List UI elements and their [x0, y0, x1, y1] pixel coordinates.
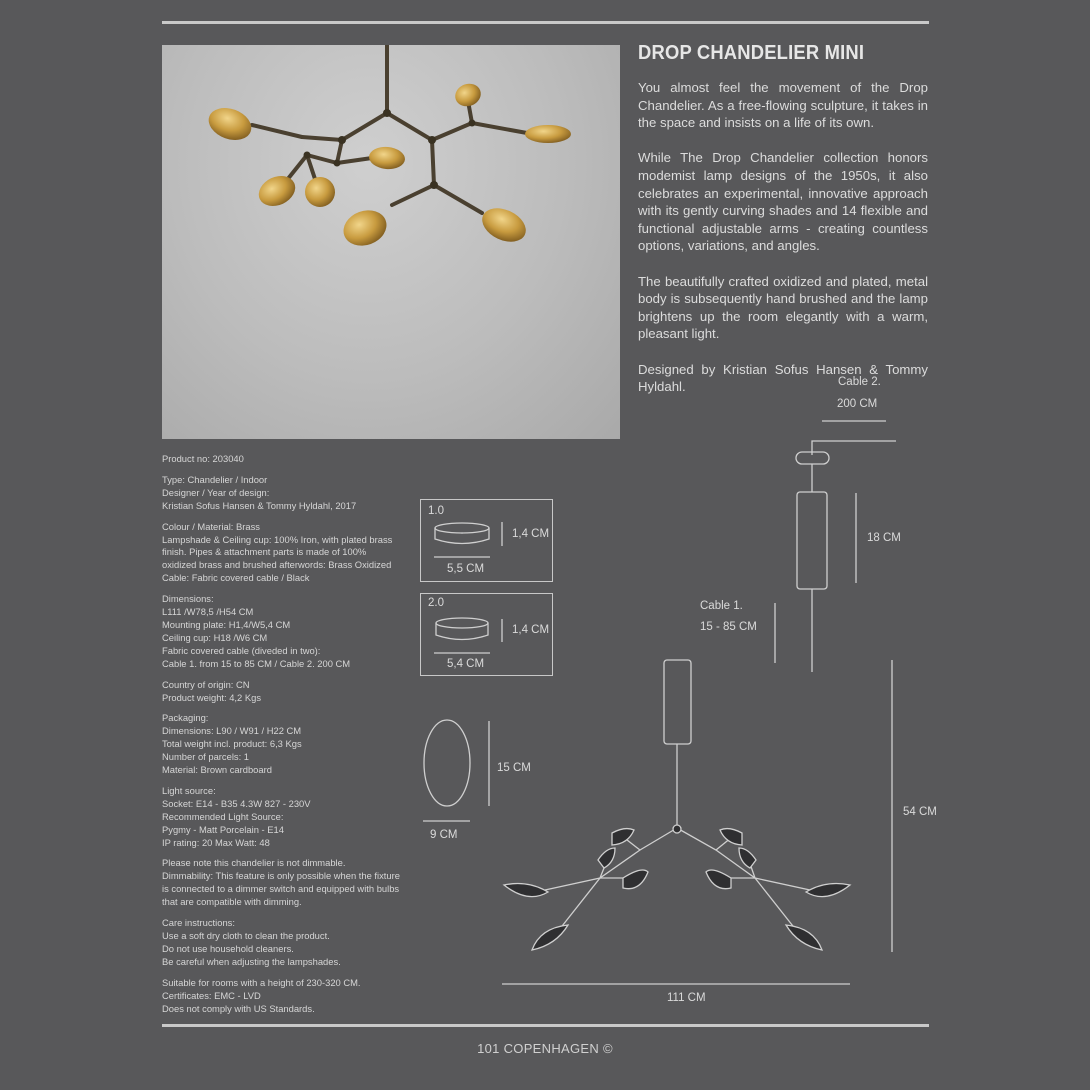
spec-line: Dimmability: This feature is only possible when the fixture is connected to a dimmer switch and equipped with bulbs that are compatible with dimming. — [162, 870, 400, 908]
spec-line: Cable 1. from 15 to 85 CM / Cable 2. 200 CM — [162, 657, 351, 669]
description-paragraph: The beautifully crafted oxidized and plated, metal body is subsequently hand brushed and the lamp brightens up the room elegantly with a warm, pleasant light. — [638, 273, 928, 342]
spec-line: Use a soft dry cloth to clean the product. — [162, 930, 330, 941]
total-height: 54 CM — [903, 806, 937, 818]
plate-1-width: 5,5 CM — [447, 563, 485, 575]
brand-footer: 101 COPENHAGEN © — [477, 1041, 613, 1056]
spec-line: Does not comply with US Standards. — [162, 1002, 315, 1014]
spec-line: Pygmy - Matt Porcelain - E14 — [162, 823, 284, 835]
cable-1-label: Cable 1. — [700, 600, 743, 612]
spec-line: IP rating: 20 Max Watt: 48 — [162, 836, 270, 848]
spec-line: Colour / Material: Brass — [162, 520, 260, 532]
spec-line: Socket: E14 - B35 4.3W 827 - 230V — [162, 797, 311, 809]
spec-line: Please note this chandelier is not dimmable. — [162, 857, 346, 869]
product-title: DROP CHANDELIER MINI — [638, 42, 865, 64]
bottom-divider — [162, 1024, 929, 1027]
spec-line: Suitable for rooms with a height of 230-320 CM. — [162, 976, 361, 988]
spec-line: Certificates: EMC - LVD — [162, 989, 261, 1001]
plate-2-label: 2.0 — [428, 597, 444, 609]
product-photo — [162, 45, 620, 439]
total-width: 111 CM — [667, 992, 706, 1004]
spec-line: L111 /W78,5 /H54 CM — [162, 606, 254, 618]
spec-line: Type: Chandelier / Indoor — [162, 473, 268, 485]
plate-2-width: 5,4 CM — [447, 658, 485, 670]
shade-height: 15 CM — [497, 762, 531, 774]
cable-1-length: 15 - 85 CM — [700, 621, 757, 633]
spec-line: Ceiling cup: H18 /W6 CM — [162, 631, 268, 643]
spec-line: Dimensions: — [162, 593, 214, 605]
spec-line: Material: Brown cardboard — [162, 764, 272, 776]
spec-line: Cable: Fabric covered cable / Black — [162, 572, 310, 584]
description-paragraph: Designed by Kristian Sofus Hansen & Tommy Hyldahl. — [638, 361, 928, 395]
spec-line: Number of parcels: 1 — [162, 751, 250, 763]
plate-1-height: 1,4 CM — [512, 528, 550, 540]
spec-line: Packaging: — [162, 712, 209, 724]
cable-2-length: 200 CM — [837, 398, 878, 410]
plate-1-label: 1.0 — [428, 505, 444, 517]
spec-line: Light source: — [162, 784, 216, 796]
spec-line: Designer / Year of design: — [162, 486, 270, 498]
ceiling-cup-height: 18 CM — [867, 532, 901, 544]
cable-2-label: Cable 2. — [838, 376, 881, 388]
spec-line: Lampshade & Ceiling cup: 100% Iron, with plated brass finish. Pipes & attachment parts is made of 100% oxidized brass and brushed afterwords: Brass Oxidized — [162, 533, 393, 571]
spec-line: Recommended Light Source: — [162, 810, 284, 822]
spec-line: Product weight: 4,2 Kgs — [162, 691, 262, 703]
spec-line: Do not use household cleaners. — [162, 942, 294, 954]
top-divider — [162, 21, 929, 24]
product-number: Product no: 203040 — [162, 453, 244, 464]
plate-2-height: 1,4 CM — [512, 624, 550, 636]
product-specifications — [162, 453, 402, 1023]
description-paragraph: You almost feel the movement of the Drop Chandelier. As a free-flowing sculpture, it takes in the space and insists on a life of its own. — [638, 80, 928, 131]
description-paragraph: While The Drop Chandelier collection honors modemist lamp designs of the 1950s, it also celebrates an experimental, innovative approach with its gently curving shades and 14 flexible and functional adjustable arms - creating countless options, variations, and angles. — [638, 150, 928, 254]
spec-line: Care instructions: — [162, 917, 235, 929]
spec-line: Be careful when adjusting the lampshades. — [162, 955, 341, 967]
shade-width: 9 CM — [430, 829, 458, 841]
spec-line: Country of origin: CN — [162, 678, 250, 690]
spec-line: Mounting plate: H1,4/W5,4 CM — [162, 618, 291, 630]
spec-line: Fabric covered cable (diveded in two): — [162, 644, 321, 656]
product-description — [638, 79, 928, 413]
spec-line: Dimensions: L90 / W91 / H22 CM — [162, 725, 302, 737]
spec-line: Kristian Sofus Hansen & Tommy Hyldahl, 2017 — [162, 499, 357, 511]
spec-line: Total weight incl. product: 6,3 Kgs — [162, 738, 302, 750]
